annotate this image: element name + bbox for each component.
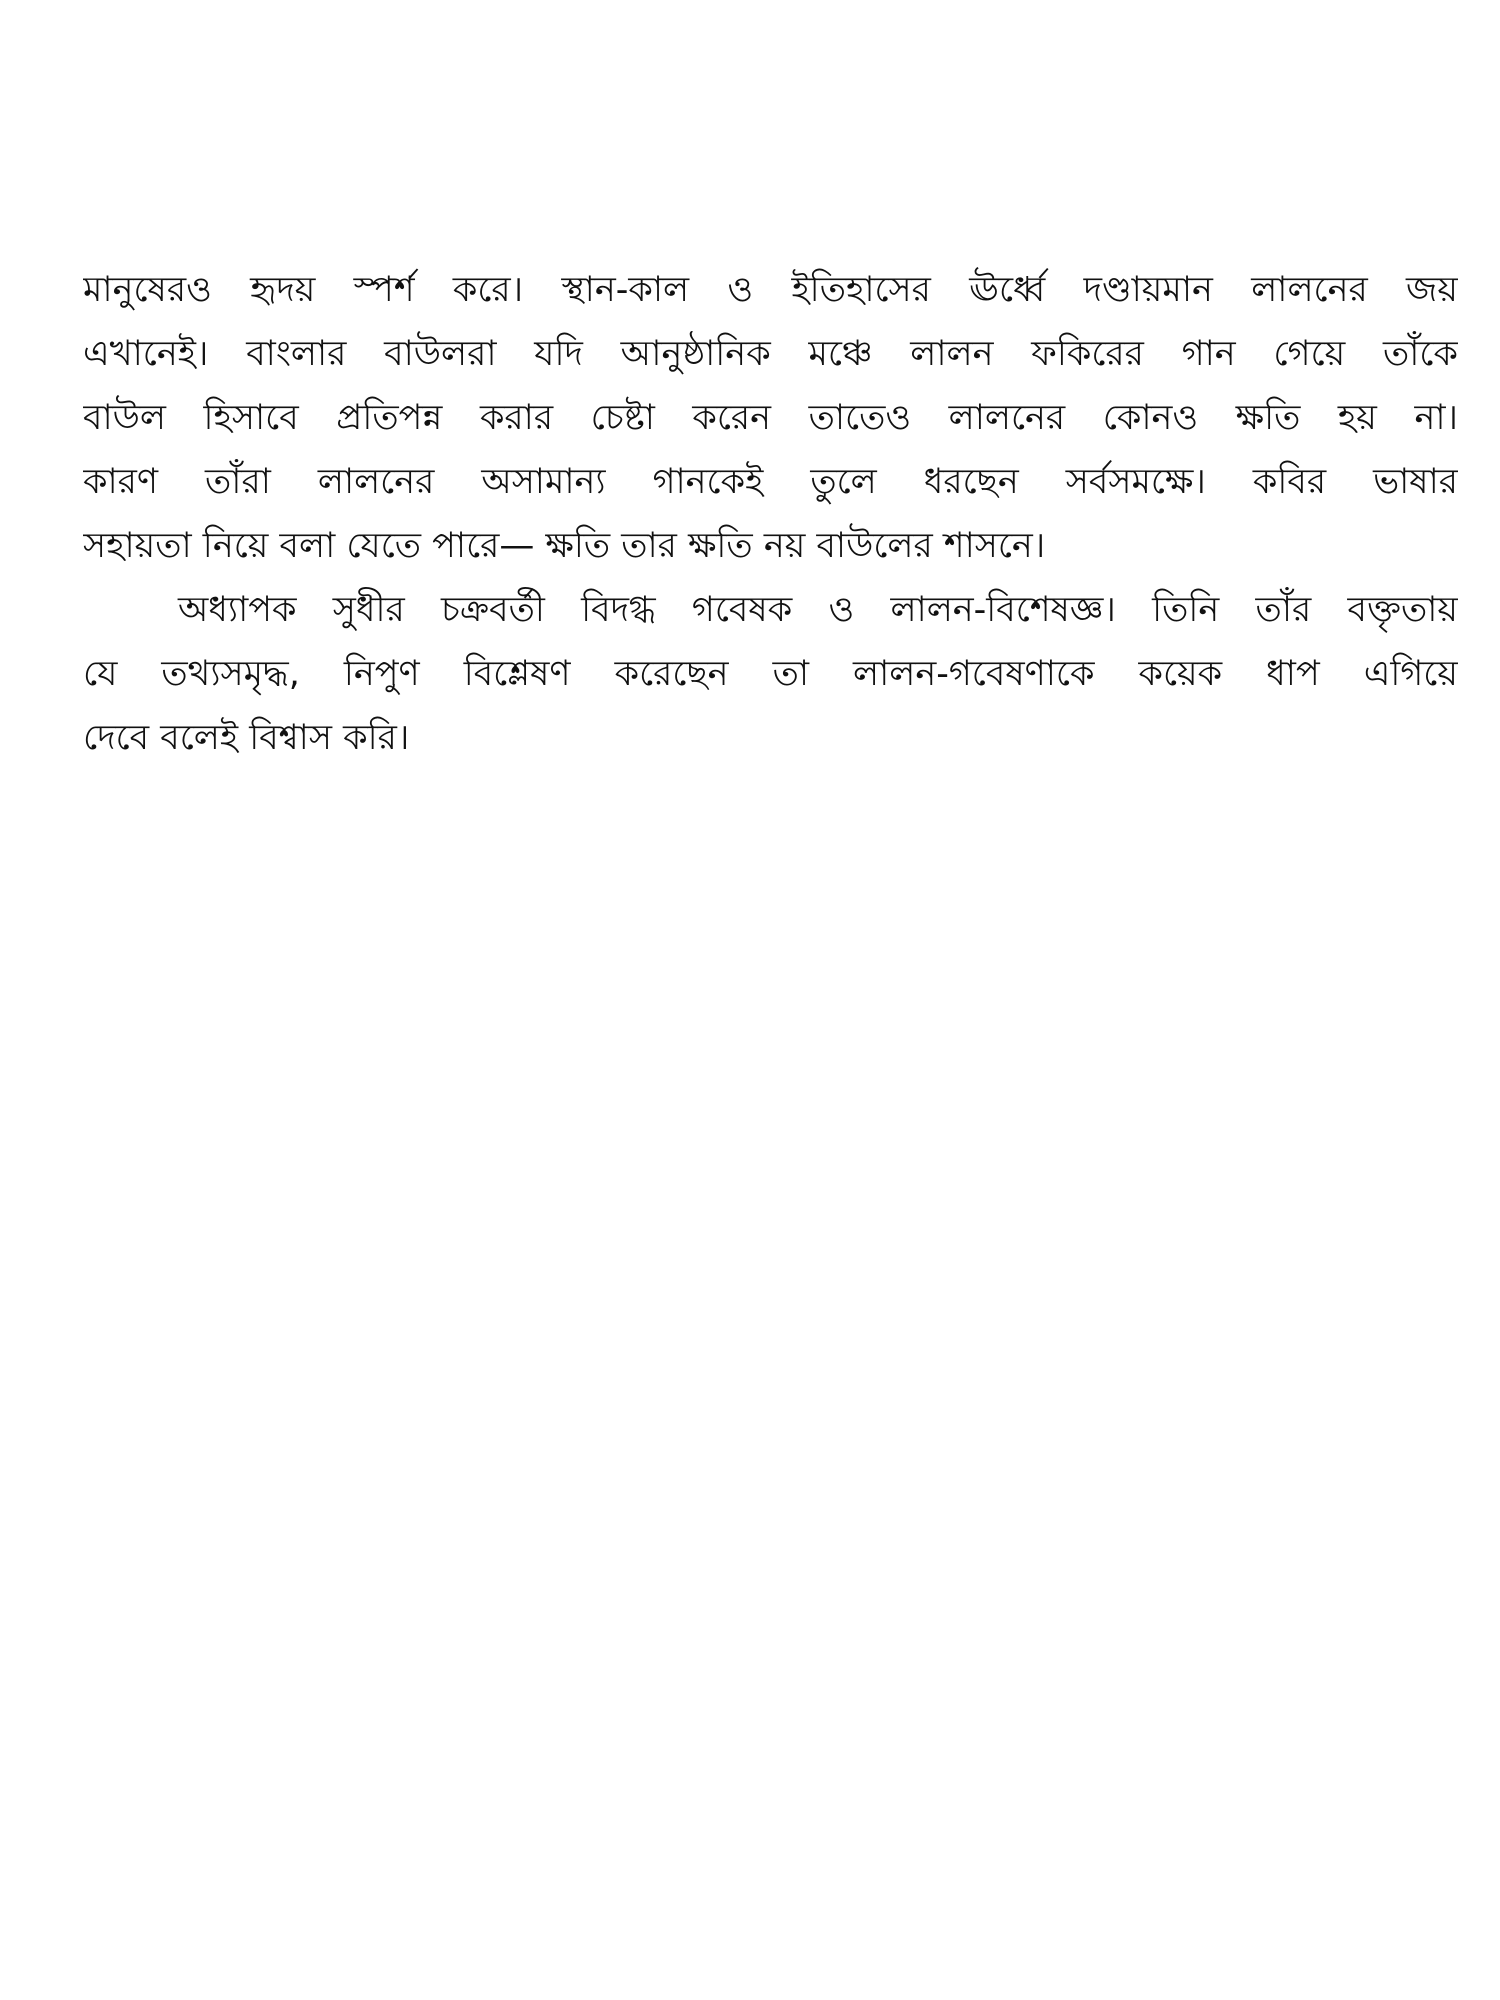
paragraph-1-line-5: সহায়তা নিয়ে বলা যেতে পারে— ক্ষতি তার ক্ষতি নয় বাউলের শাসনে।	[83, 526, 1046, 566]
paragraph-2-line-1: অধ্যাপক সুধীর চক্রবর্তী বিদগ্ধ গবেষক ও লালন-বিশেষজ্ঞ। তিনি তাঁর বক্তৃতায়	[178, 590, 1458, 630]
paragraph-2-line-3: দেবে বলেই বিশ্বাস করি।	[83, 718, 410, 758]
paragraph-1-line-1: মানুষেরও হৃদয় স্পর্শ করে। স্থান-কাল ও ইতিহাসের ঊর্ধ্বে দণ্ডায়মান লালনের জয়	[83, 270, 1458, 310]
paragraph-1-line-4: কারণ তাঁরা লালনের অসামান্য গানকেই তুলে ধরছেন সর্বসমক্ষে। কবির ভাষার	[83, 462, 1458, 502]
paragraph-1-line-2: এখানেই। বাংলার বাউলরা যদি আনুষ্ঠানিক মঞ্চে লালন ফকিরের গান গেয়ে তাঁকে	[83, 334, 1458, 374]
paragraph-1-line-3: বাউল হিসাবে প্রতিপন্ন করার চেষ্টা করেন তাতেও লালনের কোনও ক্ষতি হয় না।	[83, 398, 1458, 438]
paragraph-2-line-2: যে তথ্যসমৃদ্ধ, নিপুণ বিশ্লেষণ করেছেন তা লালন-গবেষণাকে কয়েক ধাপ এগিয়ে	[83, 654, 1458, 694]
body-text	[83, 258, 1458, 770]
